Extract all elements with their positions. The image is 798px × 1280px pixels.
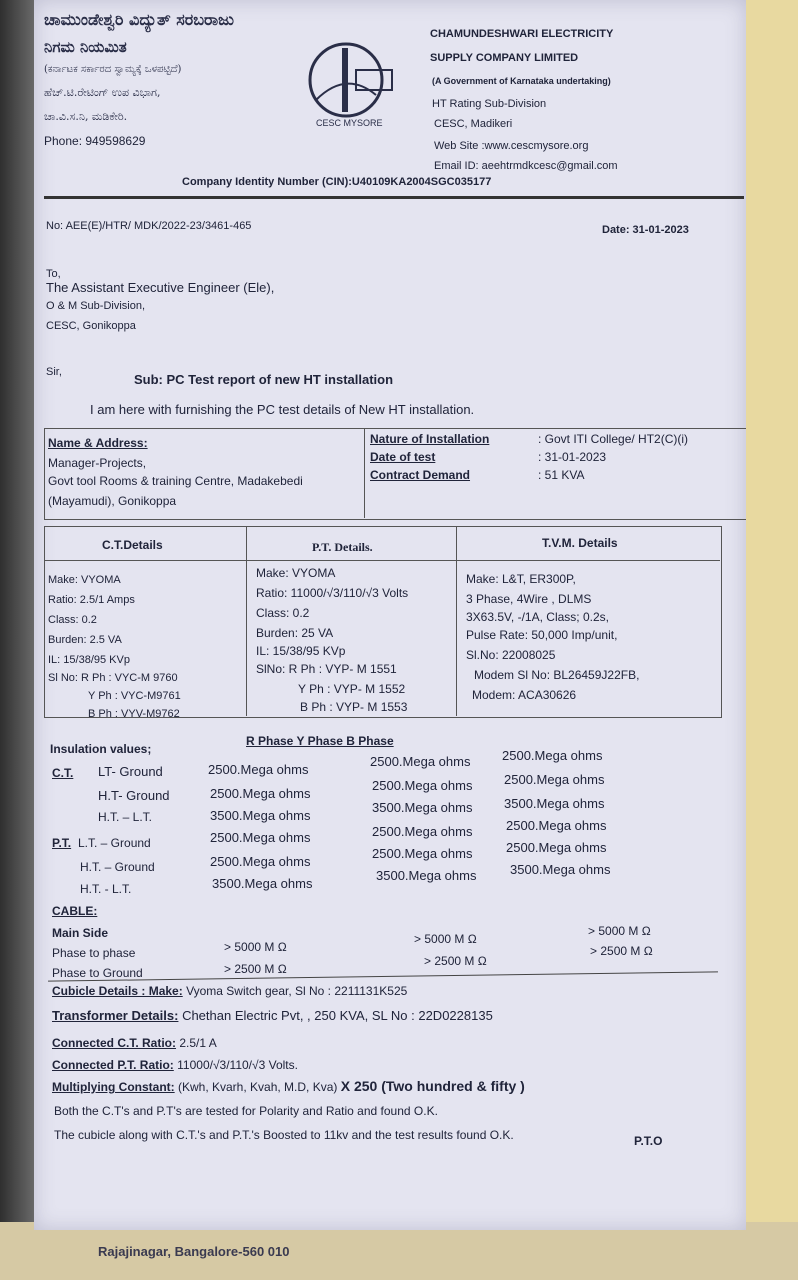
r-value: 2500.Mega ohms	[210, 786, 311, 801]
pto-mark: P.T.O	[634, 1134, 663, 1148]
sub-division: HT Rating Sub-Division	[432, 98, 547, 110]
multiplying-line	[52, 1078, 525, 1094]
transformer-line	[52, 1008, 493, 1023]
transformer-label: Transformer Details:	[52, 1008, 179, 1023]
header-divider	[44, 196, 744, 199]
cable-row-label: Phase to Ground	[52, 966, 143, 980]
mult-label: Multiplying Constant:	[52, 1080, 175, 1094]
details-header-divider	[44, 560, 720, 561]
location: CESC, Madikeri	[434, 118, 513, 130]
y-value: 2500.Mega ohms	[372, 846, 473, 861]
cable-row-label: Phase to phase	[52, 946, 136, 960]
tvm-modem-sl: Modem Sl No: BL26459J22FB,	[474, 668, 640, 682]
pt-sl-b: B Ph : VYP- M 1553	[300, 700, 408, 714]
pt-sl-y: Y Ph : VYP- M 1552	[298, 682, 406, 696]
website-link[interactable]: Web Site :www.cescmysore.org	[434, 140, 589, 152]
b-value: 2500.Mega ohms	[506, 818, 607, 833]
kannada-line-5: ಚಾ.ವಿ.ಸ.ನಿ, ಮಡಿಕೇರಿ.	[44, 110, 128, 123]
cesc-logo	[296, 40, 416, 130]
to-line-2: The Assistant Executive Engineer (Ele),	[46, 280, 275, 295]
company-name-1: CHAMUNDESHWARI ELECTRICITY	[430, 28, 614, 40]
to-line-3: O & M Sub-Division,	[46, 300, 146, 312]
mult-value: (Kwh, Kvarh, Kvah, M.D, Kva)	[178, 1080, 338, 1094]
row-label: H.T- Ground	[98, 788, 170, 803]
b-value: 2500.Mega ohms	[506, 840, 607, 855]
value-nature: : Govt ITI College/ HT2(C)(i)	[538, 432, 689, 446]
ct-ratio-value: 2.5/1 A	[179, 1036, 217, 1050]
cable-y-value: > 5000 M Ω	[414, 932, 477, 946]
reference-number: No: AEE(E)/HTR/ MDK/2022-23/3461-465	[46, 220, 252, 232]
label-date-test: Date of test	[370, 450, 436, 464]
cable-r-value: > 2500 M Ω	[224, 962, 287, 976]
logo-icon	[296, 40, 416, 130]
y-value: 2500.Mega ohms	[372, 778, 473, 793]
r-value: 2500.Mega ohms	[210, 830, 311, 845]
ct-burden: Burden: 2.5 VA	[48, 634, 122, 646]
salutation: Sir,	[46, 366, 62, 378]
r-value: 3500.Mega ohms	[212, 876, 313, 891]
tvm-header: T.V.M. Details	[542, 536, 618, 550]
pt-ratio: Ratio: 11000/√3/110/√3 Volts	[256, 586, 409, 600]
insulation-title: Insulation values;	[50, 742, 152, 756]
y-value: 2500.Mega ohms	[370, 754, 471, 769]
phase-header: R Phase Y Phase B Phase	[246, 734, 394, 748]
kannada-line-4: ಹೆಚ್.ಟಿ.ರೇಟಿಂಗ್ ಉಪ ವಿಭಾಗ,	[44, 86, 161, 99]
details-col-divider-2	[456, 526, 457, 716]
y-value: 2500.Mega ohms	[372, 824, 473, 839]
row-label: H.T. - L.T.	[80, 882, 132, 896]
intro-line: I am here with furnishing the PC test details of New HT installation.	[90, 402, 475, 417]
row-label: L.T. – Ground	[78, 836, 151, 850]
b-value: 3500.Mega ohms	[510, 862, 611, 877]
letter-date: Date: 31-01-2023	[602, 224, 689, 236]
b-value: 2500.Mega ohms	[502, 748, 603, 763]
ct-sl-b: B Ph : VYV-M9762	[88, 708, 180, 720]
cable-side: Main Side	[52, 926, 109, 940]
transformer-value: Chethan Electric Pvt, , 250 KVA, SL No : 22D0228135	[182, 1008, 493, 1023]
name-address-label: Name & Address:	[48, 436, 148, 450]
tvm-modem: Modem: ACA30626	[472, 688, 577, 702]
pt-insulation-label: P.T.	[52, 836, 72, 850]
y-value: 3500.Mega ohms	[372, 800, 473, 815]
ct-class: Class: 0.2	[48, 614, 97, 626]
background-sheet	[744, 0, 798, 1280]
kannada-line-3: (ಕರ್ನಾಟಕ ಸರ್ಕಾರದ ಸ್ವಾಮ್ಯಕ್ಕೆ ಒಳಪಟ್ಟಿದೆ)	[44, 64, 182, 75]
name-line-1: Manager-Projects,	[48, 456, 147, 470]
subject-line: Sub: PC Test report of new HT installation	[134, 372, 394, 387]
company-name-2: SUPPLY COMPANY LIMITED	[430, 52, 579, 64]
boost-line: The cubicle along with C.T.'s and P.T.'s Boosted to 11kv and the test results found O.K.	[54, 1128, 514, 1142]
ct-ratio-label: Connected C.T. Ratio:	[52, 1036, 177, 1050]
value-contract: : 51 KVA	[538, 468, 585, 482]
cable-b-value: > 2500 M Ω	[590, 944, 653, 958]
pt-make: Make: VYOMA	[256, 566, 336, 580]
r-value: 2500.Mega ohms	[210, 854, 311, 869]
value-date-test: : 31-01-2023	[538, 450, 607, 464]
tvm-slno: Sl.No: 22008025	[466, 648, 556, 662]
ct-header: C.T.Details	[102, 538, 163, 552]
pt-ratio-label: Connected P.T. Ratio:	[52, 1058, 174, 1072]
pt-ratio-value: 11000/√3/110/√3 Volts.	[177, 1058, 298, 1072]
ct-sl-r: Sl No: R Ph : VYC-M 9760	[48, 672, 178, 684]
to-line-1: To,	[46, 268, 61, 280]
cable-y-value: > 2500 M Ω	[424, 954, 487, 968]
pt-sl-r: SlNo: R Ph : VYP- M 1551	[256, 662, 397, 676]
ct-il: IL: 15/38/95 KVp	[48, 654, 130, 666]
tvm-make: Make: L&T, ER300P,	[466, 572, 576, 586]
ct-ratio-line	[52, 1036, 217, 1050]
cable-b-value: > 5000 M Ω	[588, 924, 651, 938]
pt-burden: Burden: 25 VA	[256, 626, 334, 640]
page-edge-shadow	[0, 0, 36, 1280]
row-label: H.T. – L.T.	[98, 810, 153, 824]
tvm-phase: 3 Phase, 4Wire , DLMS	[466, 592, 592, 606]
kannada-line-2: ನಿಗಮ ನಿಯಮಿತ	[44, 38, 127, 56]
ct-make: Make: VYOMA	[48, 574, 121, 586]
cin-number: Company Identity Number (CIN):U40109KA2004SGC035177	[182, 176, 492, 188]
r-value: 2500.Mega ohms	[208, 762, 309, 777]
b-value: 2500.Mega ohms	[504, 772, 605, 787]
cable-divider	[48, 971, 718, 981]
label-contract: Contract Demand	[370, 468, 471, 482]
pt-header: P.T. Details.	[312, 540, 373, 554]
row-label: LT- Ground	[98, 764, 163, 779]
pt-ratio-line	[52, 1058, 298, 1072]
cubicle-value: Vyoma Switch gear, Sl No : 2211131K525	[186, 984, 408, 998]
cable-title: CABLE:	[52, 904, 98, 918]
phone-number: Phone: 949598629	[44, 134, 146, 148]
ct-ratio: Ratio: 2.5/1 Amps	[48, 594, 135, 606]
to-line-4: CESC, Gonikoppa	[46, 320, 136, 332]
footer-address: Rajajinagar, Bangalore-560 010	[98, 1244, 290, 1259]
row-label: H.T. – Ground	[80, 860, 155, 874]
ct-sl-y: Y Ph : VYC-M9761	[88, 690, 181, 702]
details-col-divider-1	[246, 526, 247, 716]
label-nature: Nature of Installation	[370, 432, 490, 446]
cubicle-line	[52, 984, 407, 998]
pt-il: IL: 15/38/95 KVp	[256, 644, 346, 658]
ct-insulation-label: C.T.	[52, 766, 74, 780]
name-line-2: Govt tool Rooms & training Centre, Madakebedi	[48, 474, 303, 488]
cubicle-label: Cubicle Details : Make:	[52, 984, 183, 998]
pt-class: Class: 0.2	[256, 606, 310, 620]
svg-text:CESC MYSORE: CESC MYSORE	[316, 118, 383, 128]
r-value: 3500.Mega ohms	[210, 808, 311, 823]
company-undertaking: (A Government of Karnataka undertaking)	[432, 76, 611, 86]
name-line-3: (Mayamudi), Gonikoppa	[48, 494, 177, 508]
info-table-divider	[364, 428, 365, 518]
mult-factor: X 250 (Two hundred & fifty )	[340, 1078, 525, 1094]
tvm-pulse: Pulse Rate: 50,000 Imp/unit,	[466, 628, 618, 642]
tvm-rating: 3X63.5V, -/1A, Class; 0.2s,	[466, 610, 609, 624]
y-value: 3500.Mega ohms	[376, 868, 477, 883]
polarity-line: Both the C.T's and P.T's are tested for Polarity and Ratio and found O.K.	[54, 1104, 438, 1118]
cable-r-value: > 5000 M Ω	[224, 940, 287, 954]
b-value: 3500.Mega ohms	[504, 796, 605, 811]
letter-page	[34, 0, 746, 1230]
email-link[interactable]: Email ID: aeehtrmdkcesc@gmail.com	[434, 160, 618, 172]
kannada-line-1: ಚಾಮುಂಡೇಶ್ವರಿ ವಿದ್ಯುತ್ ಸರಬರಾಜು	[44, 10, 234, 29]
